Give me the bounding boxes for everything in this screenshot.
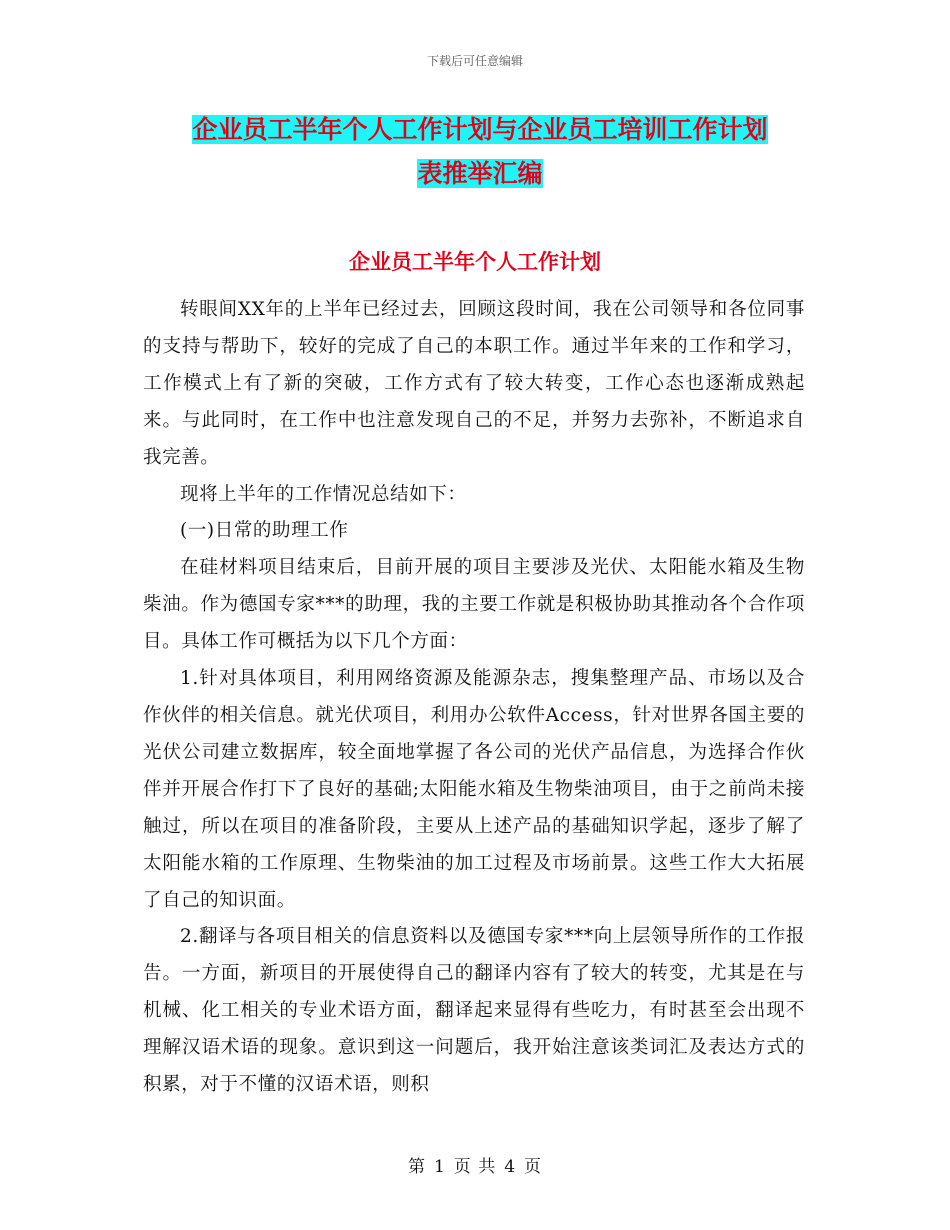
paragraph: (一)日常的助理工作 bbox=[180, 520, 349, 542]
paragraph: 转眼间XX年的上半年已经过去，回顾这段时间，我在公司领导和各位同事的支持与帮助下，较好的完成了自己的本职工作。通过半年来的工作和学习，工作模式上有了新的突破，工作方式有了较大转变，工作心态也逐渐成熟起来。与此同时，在工作中也注意发现自己的不足，并努力去弥补，不断追求自我完善。 bbox=[143, 299, 805, 468]
paragraph: 2.翻译与各项目相关的信息资料以及德国专家***向上层领导所作的工作报告。一方面，新项目的开展使得自己的翻译内容有了较大的转变，尤其是在与机械、化工相关的专业术语方面，翻译起来显得有些吃力，有时甚至会出现不理解汉语术语的现象。意识到这一问题后，我开始注意该类词汇及表达方式的积累，对于不懂的汉语术语，则积 bbox=[143, 926, 805, 1096]
paragraph: 在硅材料项目结束后，目前开展的项目主要涉及光伏、太阳能水箱及生物柴油。作为德国专家***的助理，我的主要工作就是积极协助其推动各个合作项目。具体工作可概括为以下几个方面： bbox=[143, 557, 805, 653]
paragraph: 现将上半年的工作情况总结如下： bbox=[180, 483, 467, 505]
page-footer bbox=[0, 1152, 950, 1177]
page-suffix: 页 bbox=[524, 1157, 543, 1177]
page-mid: 页 共 bbox=[453, 1157, 497, 1177]
title-line-1: 企业员工半年个人工作计划与企业员工培训工作计划 bbox=[192, 115, 768, 144]
header-note: 下载后可任意编辑 bbox=[426, 54, 523, 68]
page-prefix: 第 bbox=[407, 1157, 426, 1177]
document-title bbox=[130, 108, 830, 196]
body-text bbox=[143, 292, 805, 1104]
title-line-2: 表推举汇编 bbox=[417, 159, 543, 188]
page-total: 4 bbox=[504, 1157, 517, 1177]
page-current: 1 bbox=[433, 1157, 446, 1177]
section-title: 企业员工半年个人工作计划 bbox=[349, 249, 601, 274]
paragraph: 1.针对具体项目，利用网络资源及能源杂志，搜集整理产品、市场以及合作伙伴的相关信息。就光伏项目，利用办公软件Access，针对世界各国主要的光伏公司建立数据库，较全面地掌握了各公司的光伏产品信息，为选择合作伙伴并开展合作打下了良好的基础;太阳能水箱及生物柴油项目，由于之前尚未接触过，所以在项目的准备阶段，主要从上述产品的基础知识学起，逐步了解了太阳能水箱的工作原理、生物柴油的加工过程及市场前景。这些工作大大拓展了自己的知识面。 bbox=[143, 668, 805, 911]
